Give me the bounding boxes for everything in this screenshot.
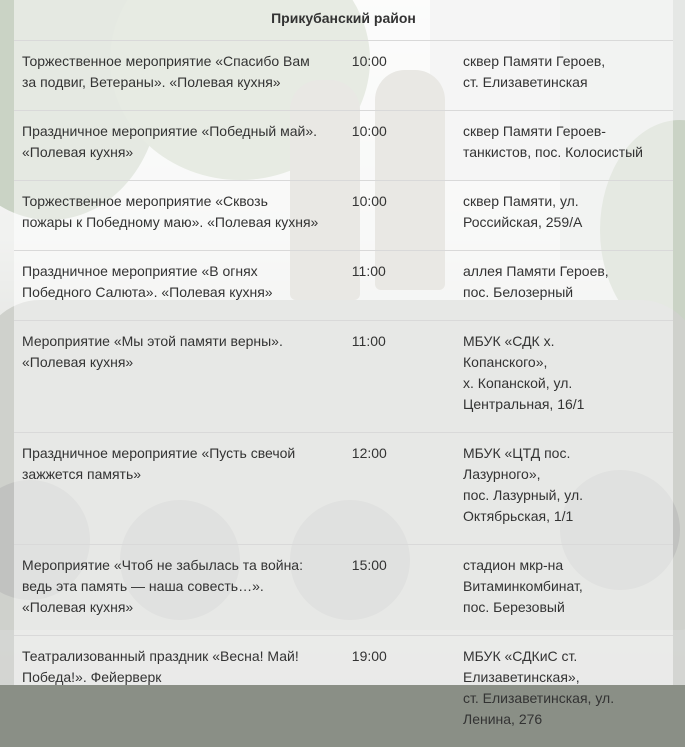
event-place-line: сквер Памяти, ул. [463,191,643,212]
event-place [455,636,673,747]
table-row [14,433,673,545]
event-place-line: МБУК «СДК х. [463,331,643,352]
event-place-line: Октябрьская, 1/1 [463,506,643,527]
event-time: 11:00 [344,251,455,321]
event-name-line: Праздничное мероприятие «Победный май». [22,121,336,142]
event-place-line: пос. Белозерный [463,282,643,303]
event-place-line: Лазурного», [463,464,643,485]
event-place-line: танкистов, пос. Колосистый [463,142,643,163]
event-place [455,251,673,321]
event-place-line: ст. Елизаветинская, ул. [463,688,643,709]
event-place [455,181,673,251]
event-name-line: Праздничное мероприятие «В огнях [22,261,336,282]
event-name-line: зажжется память» [22,464,336,485]
event-name-line: Торжественное мероприятие «Спасибо Вам [22,51,336,72]
schedule-table [14,40,673,747]
event-place-line: Центральная, 16/1 [463,394,643,415]
event-place-line: сквер Памяти Героев- [463,121,643,142]
table-row [14,636,673,747]
event-name-line: «Полевая кухня» [22,352,336,373]
event-name-line: Победного Салюта». «Полевая кухня» [22,282,336,303]
table-row [14,321,673,433]
event-place [455,41,673,111]
event-place-line: Елизаветинская», [463,667,643,688]
event-name [14,111,344,181]
table-row [14,181,673,251]
event-name-line: «Полевая кухня» [22,142,336,163]
event-place [455,545,673,636]
event-name [14,321,344,433]
event-name-line: ведь эта память — наша совесть…». [22,576,336,597]
event-place-line: стадион мкр-на [463,555,643,576]
event-name-line: Праздничное мероприятие «Пусть свечой [22,443,336,464]
event-name-line: «Полевая кухня» [22,597,336,618]
event-place-line: пос. Лазурный, ул. [463,485,643,506]
event-name [14,41,344,111]
table-row [14,111,673,181]
event-name-line: Торжественное мероприятие «Сквозь [22,191,336,212]
event-name [14,181,344,251]
event-time: 12:00 [344,433,455,545]
event-name-line: пожары к Победному маю». «Полевая кухня» [22,212,336,233]
event-place [455,111,673,181]
event-name [14,433,344,545]
event-place-line: Копанского», [463,352,643,373]
event-place-line: Российская, 259/А [463,212,643,233]
event-place-line: х. Копанской, ул. [463,373,643,394]
event-time: 11:00 [344,321,455,433]
event-place-line: ст. Елизаветинская [463,72,643,93]
event-place-line: Ленина, 276 [463,709,643,730]
event-place-line: МБУК «СДКиС ст. [463,646,643,667]
event-place-line: МБУК «ЦТД пос. [463,443,643,464]
event-place-line: Витаминкомбинат, [463,576,643,597]
event-time: 10:00 [344,111,455,181]
event-name [14,251,344,321]
event-name [14,636,344,747]
event-time: 19:00 [344,636,455,747]
event-time: 15:00 [344,545,455,636]
event-name [14,545,344,636]
table-row [14,41,673,111]
event-place [455,433,673,545]
section-title: Прикубанский район [14,10,673,26]
event-name-line: Победа!». Фейерверк [22,667,336,688]
table-row [14,251,673,321]
event-place-line: пос. Березовый [463,597,643,618]
event-time: 10:00 [344,41,455,111]
event-place [455,321,673,433]
table-row [14,545,673,636]
event-name-line: Мероприятие «Мы этой памяти верны». [22,331,336,352]
event-name-line: Театрализованный праздник «Весна! Май! [22,646,336,667]
event-name-line: Мероприятие «Чтоб не забылась та война: [22,555,336,576]
event-place-line: аллея Памяти Героев, [463,261,643,282]
event-time: 10:00 [344,181,455,251]
event-place-line: сквер Памяти Героев, [463,51,643,72]
event-name-line: за подвиг, Ветераны». «Полевая кухня» [22,72,336,93]
schedule-panel [14,0,673,685]
